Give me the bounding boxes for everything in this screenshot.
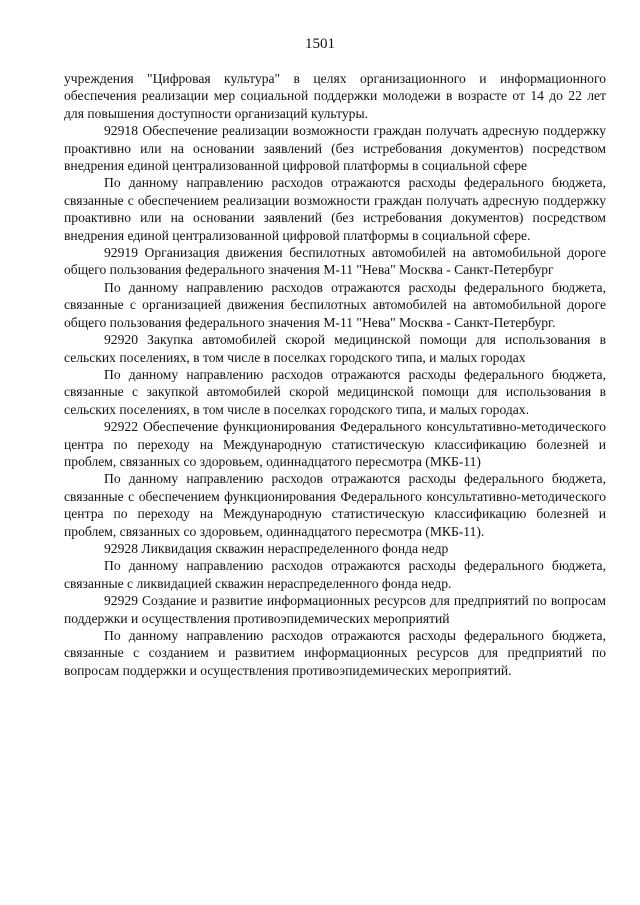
document-body bbox=[64, 70, 606, 679]
section-description-92920: По данному направлению расходов отражаются расходы федерального бюджета, связанные с закупкой автомобилей скорой медицинской помощи для использования в сельских поселениях, в том числе в поселках городского типа, и малых городах. bbox=[64, 366, 606, 417]
section-description-92929: По данному направлению расходов отражаются расходы федерального бюджета, связанные с созданием и развитием информационных ресурсов для предприятий по вопросам поддержки и осуществления противоэпидемических мероприятий. bbox=[64, 628, 606, 678]
section-description-92918: По данному направлению расходов отражаются расходы федерального бюджета, связанные с обеспечением реализации возможности граждан получать адресную поддержку проактивно или на основании заявлений (без истребования документов) посредством внедрения единой централизованной цифровой платформы в социальной сфере. bbox=[64, 175, 606, 243]
section-heading-92918: 92918 Обеспечение реализации возможности граждан получать адресную поддержку проактивно или на основании заявлений (без истребования документов) посредством внедрения единой централизованной цифровой платформы в социальной сфере bbox=[64, 123, 606, 174]
section-heading-92920: 92920 Закупка автомобилей скорой медицинской помощи для использования в сельских поселениях, в том числе в поселках городского типа, и малых городах bbox=[64, 332, 606, 365]
section-heading-92928: 92928 Ликвидация скважин нераспределенного фонда недр bbox=[104, 540, 449, 556]
section-heading-92919: 92919 Организация движения беспилотных автомобилей на автомобильной дороге общего пользования федерального значения М-11 "Нева" Москва - Санкт-Петербург bbox=[64, 245, 606, 278]
section-description-92922: По данному направлению расходов отражаются расходы федерального бюджета, связанные с обеспечением функционирования Федерального консультативно-методического центра по переходу на Международную статистическую классификацию болезней и проблем, связанных со здоровьем, одиннадцатого пересмотра (МКБ-11). bbox=[64, 471, 606, 539]
section-description-92928: По данному направлению расходов отражаются расходы федерального бюджета, связанные с ликвидацией скважин нераспределенного фонда недр. bbox=[64, 558, 606, 591]
section-heading-92922: 92922 Обеспечение функционирования Федерального консультативно-методического центра по переходу на Международную статистическую классификацию болезней и проблем, связанных со здоровьем, одиннадцатого пересмотра (МКБ-11) bbox=[64, 419, 606, 469]
page-number: 1501 bbox=[305, 36, 335, 52]
section-heading-92929: 92929 Создание и развитие информационных ресурсов для предприятий по вопросам поддержки и осуществления противоэпидемических мероприятий bbox=[64, 593, 606, 626]
section-description-92919: По данному направлению расходов отражаются расходы федерального бюджета, связанные с организацией движения беспилотных автомобилей на автомобильной дороге общего пользования федерального значения М-11 "Нева" Москва - Санкт-Петербург. bbox=[64, 279, 606, 330]
paragraph-continuation: учреждения "Цифровая культура" в целях организационного и информационного обеспечения реализации мер социальной поддержки молодежи в возрасте от 14 до 22 лет для повышения доступности организаций культуры. bbox=[64, 71, 606, 121]
